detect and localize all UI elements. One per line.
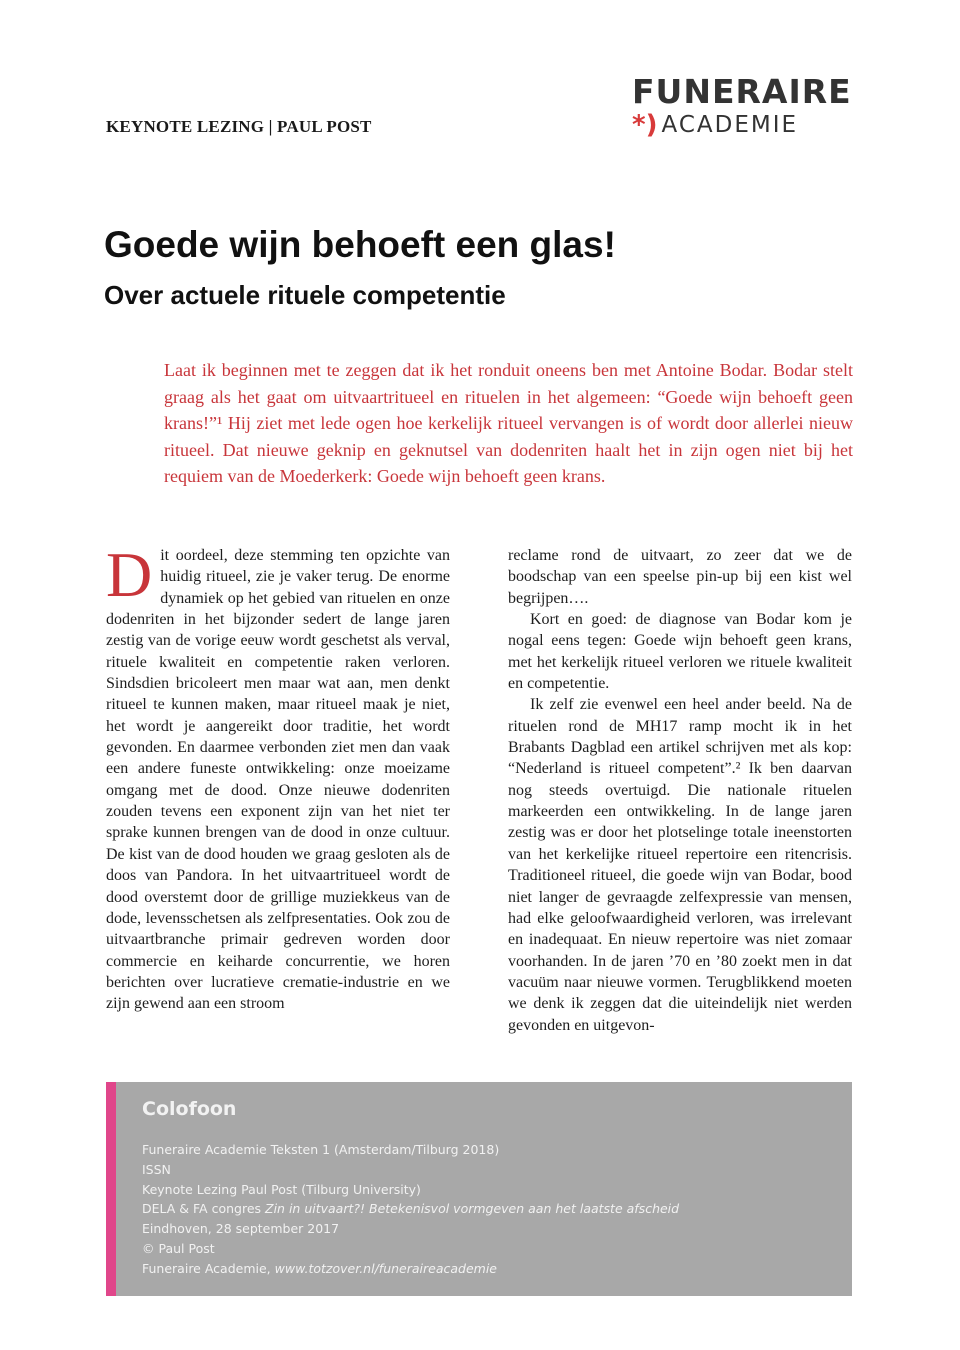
page-title: Goede wijn behoeft een glas! <box>104 224 616 265</box>
colofon-line-issn: ISSN <box>142 1161 171 1177</box>
website-prefix: Funeraire Academie, <box>142 1260 275 1276</box>
colofon-line-date: Eindhoven, 28 september 2017 <box>142 1221 340 1237</box>
congress-prefix: DELA & FA congres <box>142 1201 266 1217</box>
intro-paragraph: Laat ik beginnen met te zeggen dat ik het ronduit oneens ben met Antoine Bodar. Bodar stelt graag als het gaat om uitvaartritueel en rituelen in het algemeen: “Goede wijn behoeft geen krans!”¹ Hij ziet met lede ogen hoe kerkelijk ritueel vervangen is of wordt door allerlei nieuw ritueel. Dat nieuwe geknip en geknutsel van dodenriten haalt het in zijn ogen niet bij het requiem van de Moederkerk: Goede wijn behoeft geen krans. <box>164 360 853 487</box>
drop-cap: D <box>106 539 153 610</box>
right-paragraph-2: Kort en goed: de diagnose van Bodar kom je nogal eens tegen: Goede wijn behoeft geen krans, met het kerkelijk ritueel verloren we rituele kwaliteit en competentie. <box>508 611 852 693</box>
header-label: KEYNOTE LEZING | PAUL POST <box>106 117 372 136</box>
funeraire-academie-logo <box>632 72 862 142</box>
left-paragraph <box>106 539 450 1015</box>
logo-subtitle: ACADEMIE <box>661 112 799 138</box>
congress-title: Zin in uitvaart?! Betekenisvol vormgeven aan het laatste afscheid <box>265 1201 680 1217</box>
right-paragraph-1: reclame rond de uitvaart, zo zeer dat we de boodschap van een speelse pin-up bij een kist wel begrijpen…. <box>508 547 852 607</box>
colofon-line-copyright: © Paul Post <box>142 1240 215 1256</box>
colofon-line-website <box>142 1259 679 1279</box>
right-paragraph-3: Ik zelf zie evenwel een heel ander beeld. Na de rituelen rond de MH17 ramp mocht ik in het Brabants Dagblad een artikel schrijven met als kop: “Nederland is ritueel competent”.² Ik ben daarvan nog steeds overtuigd. Die nationale rituelen markeerden een ontwikkeling. In de lange jaren zestig was er door het plotselinge totale ineenstorten van het kerkelijke ritueel repertoire een ritencrisis. Traditioneel ritueel, die goede wijn van Bodar, bood niet langer de gevraagde zelfexpressie van mensen, had elke geloofwaardigheid verloren, was irrelevant en inadequaat. En nieuw repertoire was niet zomaar voorhanden. In de jaren ’70 en ’80 zoekt men in dat vacuüm naar nieuwe vormen. Terugblikkend moeten we denk ik zeggen dat die uiteindelijk niet werden gevonden en uitgevon- <box>508 696 852 1034</box>
website-link[interactable]: www.totzover.nl/funeraireacademie <box>274 1260 497 1276</box>
colofon-box <box>106 1082 852 1296</box>
body-column-left <box>106 539 450 1015</box>
logo-asterisk-icon: *) <box>632 110 658 140</box>
body-column-right <box>508 545 852 1036</box>
colofon-line-congress <box>142 1199 679 1219</box>
colofon-accent-bar <box>106 1082 116 1296</box>
colofon-line-series: Funeraire Academie Teksten 1 (Amsterdam/Tilburg 2018) <box>142 1142 500 1157</box>
logo-wordmark-top: FUNERAIRE <box>632 72 852 111</box>
page-subtitle: Over actuele rituele competentie <box>104 280 506 310</box>
colofon-lines <box>142 1140 679 1279</box>
colofon-title: Colofoon <box>142 1098 237 1120</box>
left-paragraph-text: it oordeel, deze stemming ten opzichte van huidig ritueel, zie je vaker terug. De enorme dynamiek op het gebied van rituelen en onze dodenriten in het bijzonder sedert de lange jaren zestig van de vorige eeuw wordt geschetst als verval, rituele kwaliteit en competentie raken verloren. Sindsdien bricoleert men maar wat aan, men denkt ritueel te kunnen maken, maar ritueel maak je niet, het wordt je aangereikt door traditie, het wordt gevonden. En daarmee verbonden ziet men dan vaak een andere funeste ontwikkeling: onze moeizame omgang met de dood. Onze nieuwe dodenriten zouden tevens een exponent zijn van het niet ter sprake kunnen brengen van de dood in onze cultuur. De kist van de dood houden we graag gesloten als de doos van Pandora. In het uitvaartritueel wordt de dood overstemt door de grillige muziekkeus van de dode, levensschetsen als zelfpresentaties. Ook zou de uitvaartbranche primair gedreven worden door commercie en keiharde concurrentie, we horen berichten over lucratieve crematie-industrie en we zijn gewend aan een stroom <box>106 547 450 1013</box>
logo-wordmark-bottom <box>632 112 798 138</box>
colofon-line-lecture: Keynote Lezing Paul Post (Tilburg University) <box>142 1181 421 1197</box>
